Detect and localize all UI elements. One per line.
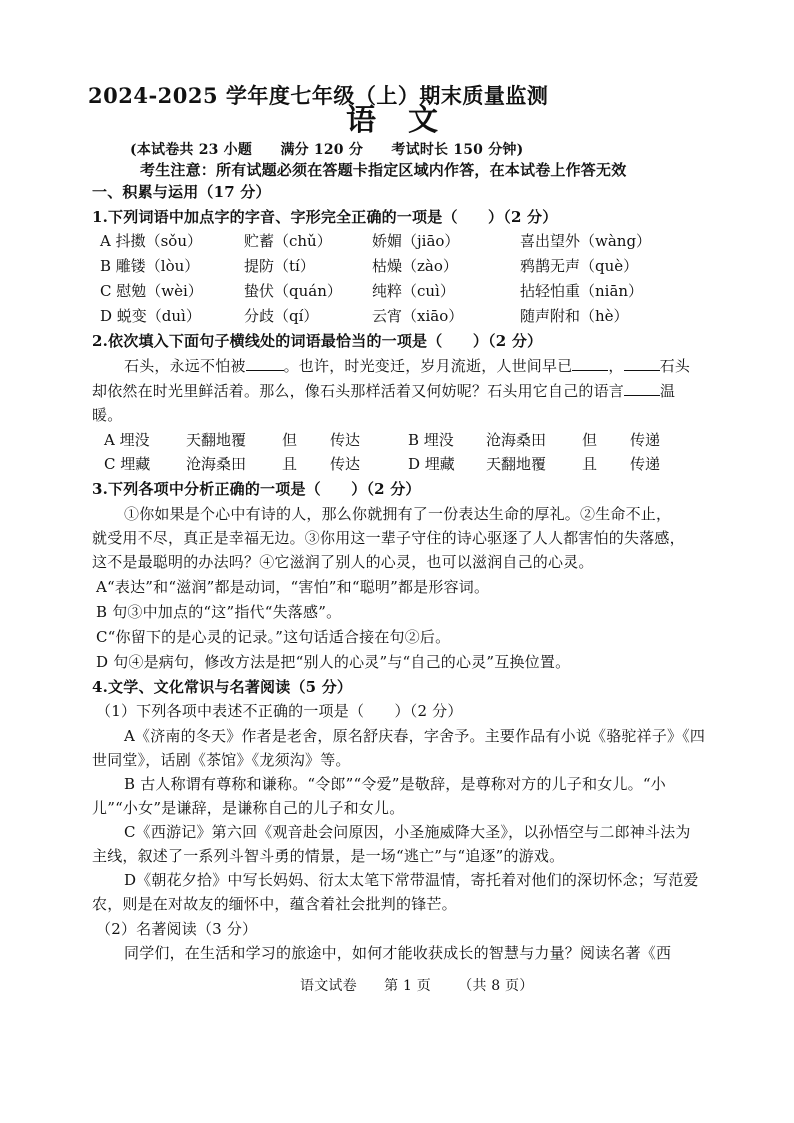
passage-line: 同学们，在生活和学习的旅途中，如何才能收获成长的智慧与力量？阅读名著《西	[124, 944, 672, 962]
option-line: 农，则是在对故友的缅怀中，蕴含着社会批判的锋芒。	[92, 895, 457, 913]
option-line: C《西游记》第六回《观音赴会问原因，小圣施威降大圣》，以孙悟空与二郎神斗法为	[124, 823, 691, 841]
passage-text: 石头	[659, 357, 691, 375]
option-cell: 随声附和（hè）	[520, 307, 629, 325]
footer-page-number: 第 1 页	[384, 978, 431, 994]
option-cell: A 埋没	[104, 431, 150, 449]
option-cell: 且	[582, 455, 598, 473]
passage-text: 却依然在时光里鲜活着。那么，像石头那样活着又何妨呢？石头用它自己的语言	[92, 382, 625, 400]
option-cell: 纯粹（cuì）	[372, 282, 455, 300]
option-cell: 云宵（xiāo）	[372, 307, 464, 325]
section-heading: 一、积累与运用（17 分）	[92, 183, 271, 201]
passage-text: 石头，永远不怕被	[124, 357, 246, 375]
option-cell: 枯燥（zào）	[372, 257, 458, 275]
option-cell: 传递	[630, 455, 661, 473]
option-cell: 喜出望外（wàng）	[520, 232, 652, 250]
option-cell: 提防（tí）	[244, 257, 315, 275]
passage-line: 就受用不尽，真正是幸福无边。③你用这一辈子守住的诗心驱逐了人人都害怕的失落感，	[92, 529, 685, 547]
exam-notice: 考生注意：所有试题必须在答题卡指定区域内作答，在本试卷上作答无效	[140, 161, 627, 179]
option-cell: 天翻地覆	[486, 455, 547, 473]
option-cell: 传递	[630, 431, 661, 449]
passage-line	[124, 356, 690, 376]
question-stem: 2.依次填入下面句子横线处的词语最恰当的一项是（ ）（2 分）	[92, 332, 543, 350]
option-line: 世同堂》，话剧《茶馆》《龙须沟》等。	[92, 751, 351, 769]
option-line: C“你留下的是心灵的记录。”这句话适合接在句②后。	[96, 628, 451, 646]
subject-title: 语文	[346, 103, 470, 138]
question-stem: 3.下列各项中分析正确的一项是（ ）（2 分）	[92, 480, 421, 498]
passage-line: 暖。	[92, 406, 123, 424]
option-cell: 沧海桑田	[186, 455, 247, 473]
sub-question-stem: （2）名著阅读（3 分）	[96, 920, 258, 938]
passage-text: 温	[660, 382, 676, 400]
passage-line: 这不是最聪明的办法吗？④它滋润了别人的心灵，也可以滋润自己的心灵。	[92, 553, 594, 571]
footer-page-total: （共 8 页）	[458, 978, 534, 994]
exam-info: (本试卷共 23 小题 满分 120 分 考试时长 150 分钟)	[130, 142, 524, 158]
option-line: 儿”“小女”是谦辞，是谦称自己的儿子和女儿。	[92, 799, 405, 817]
option-cell: 传达	[330, 455, 361, 473]
option-line: D《朝花夕拾》中写长妈妈、衍太太笔下常带温情，寄托着对他们的深切怀念；写范爱	[124, 871, 699, 889]
option-cell: B 埋没	[408, 431, 454, 449]
passage-text: ，	[608, 357, 624, 375]
passage-text: 。也许，时光变迁，岁月流逝，人世间早已	[283, 357, 573, 375]
option-cell: 沧海桑田	[486, 431, 547, 449]
option-cell: 鸦鹊无声（què）	[520, 257, 639, 275]
option-line: A《济南的冬天》作者是老舍，原名舒庆春，字舍予。主要作品有小说《骆驼祥子》《四	[124, 727, 706, 745]
fill-blank	[572, 356, 608, 371]
option-cell: 蛰伏（quán）	[244, 282, 342, 300]
exam-title: 2024-2025 学年度七年级（上）期末质量监测	[88, 83, 549, 108]
option-cell: 分歧（qí）	[244, 307, 319, 325]
option-cell: A 抖擞（sǒu）	[100, 232, 202, 250]
option-cell: D 埋藏	[408, 455, 455, 473]
question-stem: 1.下列词语中加点字的字音、字形完全正确的一项是（ ）（2 分）	[92, 208, 558, 226]
footer-label: 语文试卷	[300, 978, 357, 994]
option-line: B 古人称谓有尊称和谦称。“令郎”“令爱”是敬辞，是尊称对方的儿子和女儿。“小	[124, 775, 666, 793]
option-cell: 但	[282, 431, 298, 449]
option-line: A“表达”和“滋润”都是动词，“害怕”和“聪明”都是形容词。	[96, 578, 490, 596]
fill-blank	[246, 356, 284, 371]
option-line: D 句④是病句，修改方法是把“别人的心灵”与“自己的心灵”互换位置。	[96, 653, 571, 671]
question-stem: 4.文学、文化常识与名著阅读（5 分）	[92, 678, 353, 696]
option-cell: 且	[282, 455, 298, 473]
option-cell: C 埋藏	[104, 455, 151, 473]
option-cell: C 慰勉（wèi）	[100, 282, 203, 300]
option-cell: 拈轻怕重（niān）	[520, 282, 644, 300]
option-cell: 贮蓄（chǔ）	[244, 232, 332, 250]
passage-line: ①你如果是个心中有诗的人，那么你就拥有了一份表达生命的厚礼。②生命不止，	[124, 505, 672, 523]
option-line: 主线，叙述了一系列斗智斗勇的情景，是一场“逃亡”与“追逐”的游戏。	[92, 847, 565, 865]
option-cell: D 蜕变（duì）	[100, 307, 201, 325]
option-cell: B 雕镂（lòu）	[100, 257, 200, 275]
option-cell: 但	[582, 431, 598, 449]
page-footer	[300, 976, 533, 996]
option-cell: 娇媚（jiāo）	[372, 232, 460, 250]
fill-blank	[624, 356, 660, 371]
option-cell: 传达	[330, 431, 361, 449]
option-line: B 句③中加点的“这”指代“失落感”。	[96, 603, 342, 621]
fill-blank	[624, 381, 660, 396]
passage-line	[92, 381, 675, 401]
sub-question-stem: （1）下列各项中表述不正确的一项是（ ）（2 分）	[96, 702, 463, 720]
option-cell: 天翻地覆	[186, 431, 247, 449]
